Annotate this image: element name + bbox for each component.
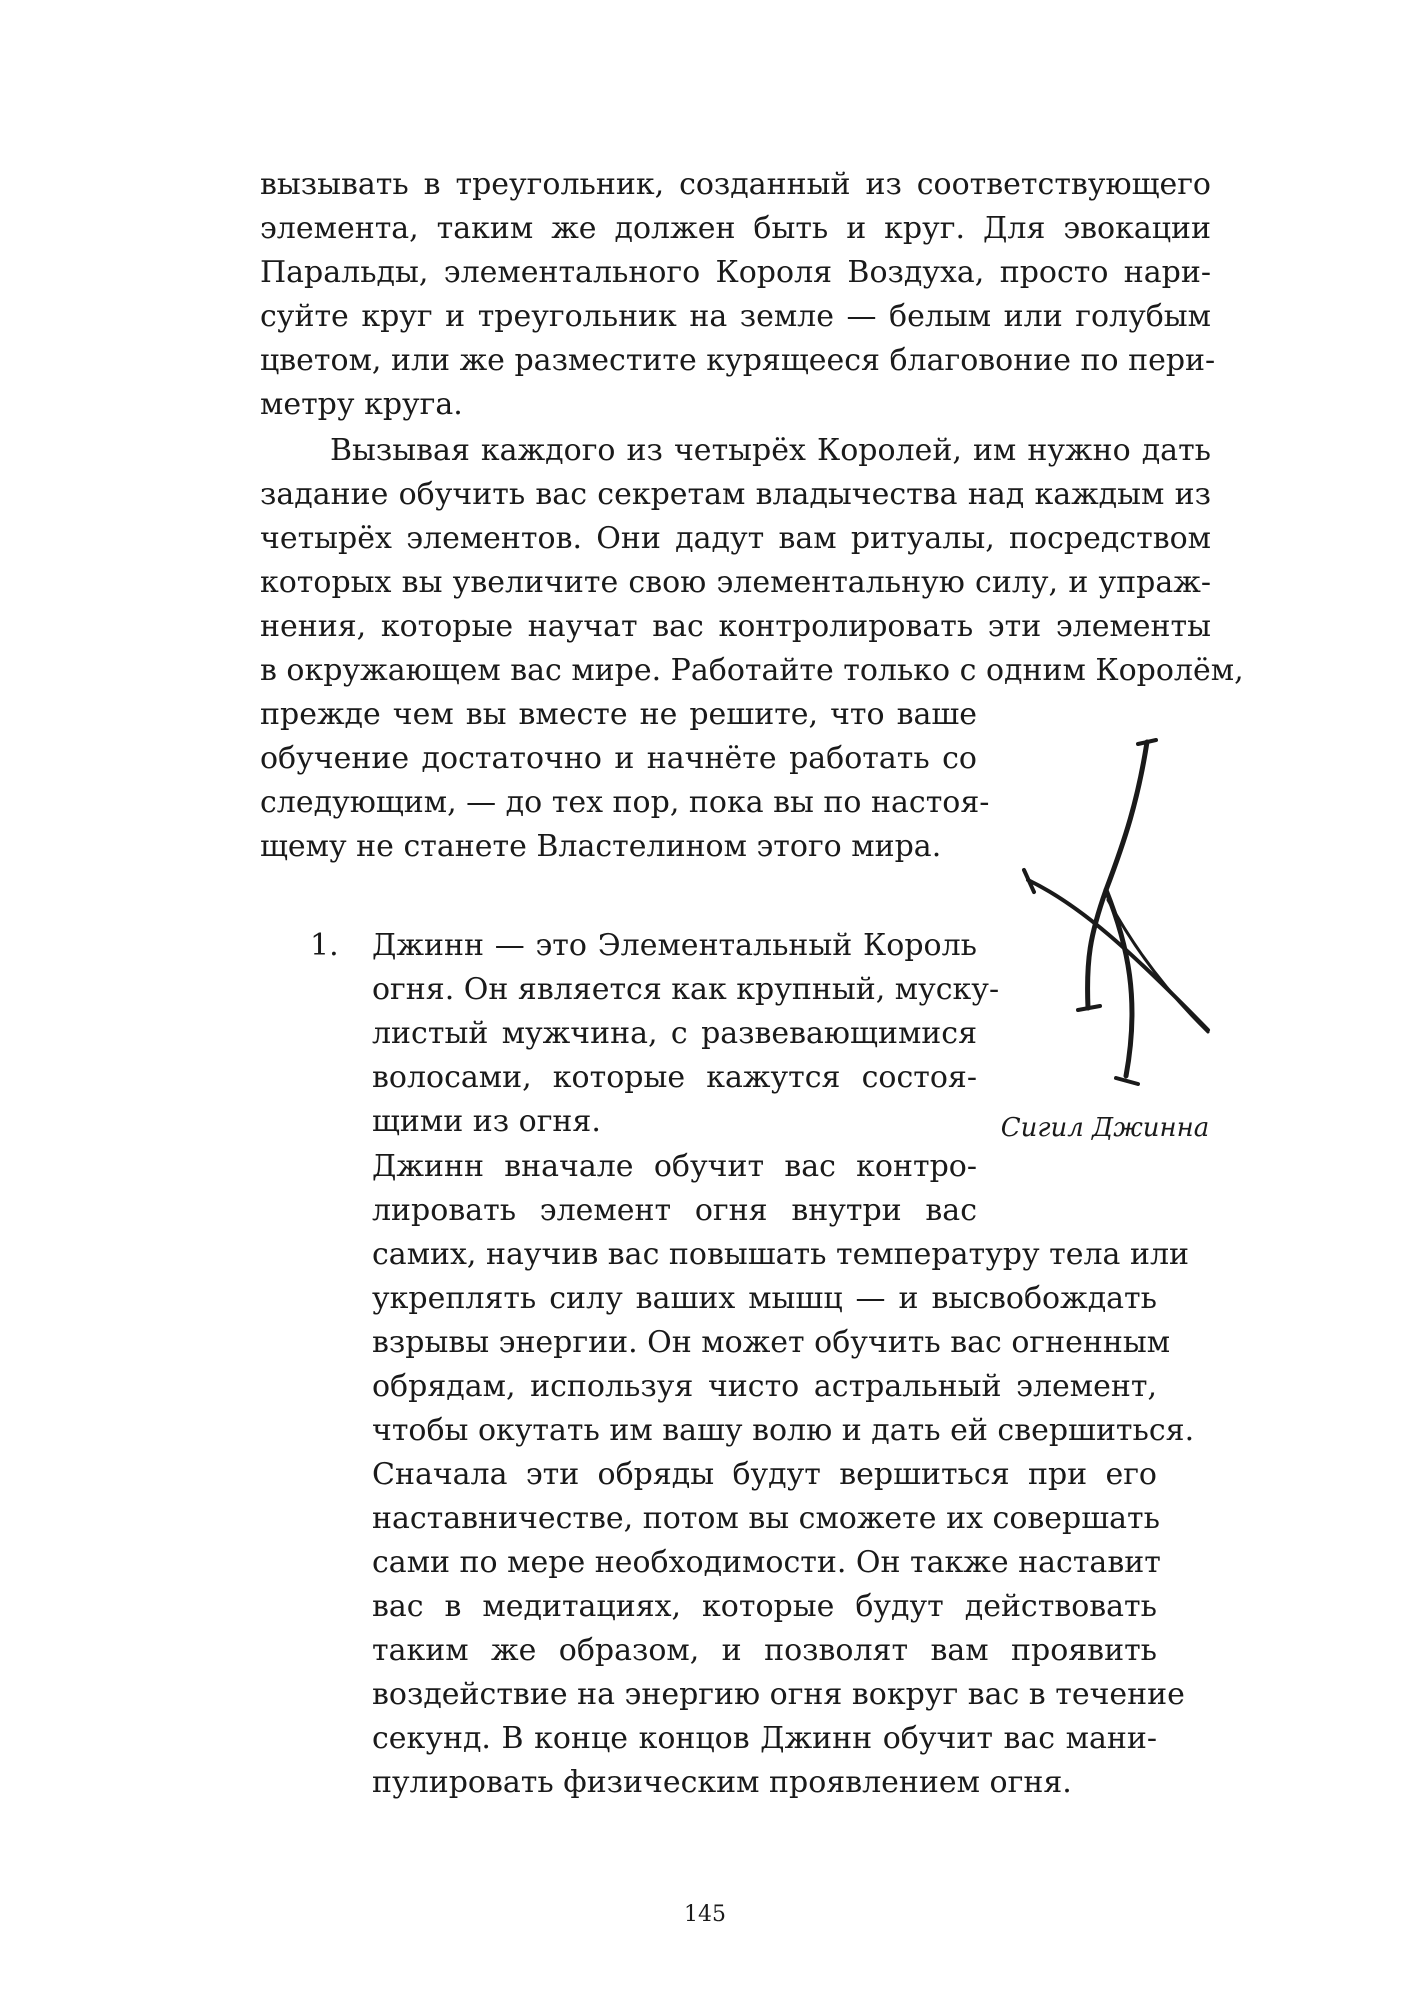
para2-line-7: прежде чем вы вместе не решите, что ваше bbox=[260, 697, 977, 732]
para2-line-2: задание обучить вас секретам владычества над каждым из bbox=[260, 477, 1211, 512]
para2-line-3: четырёх элементов. Они дадут вам ритуалы, посредством bbox=[260, 521, 1211, 556]
list-line-14: наставничестве, потом вы сможете их совершать bbox=[372, 1501, 1160, 1536]
intro-line-4: суйте круг и треугольник на земле — белым или голубым bbox=[260, 299, 1211, 334]
list-line-18: воздействие на энергию огня вокруг вас в течение bbox=[372, 1677, 1185, 1712]
intro-line-6: метру круга. bbox=[260, 387, 463, 422]
para2-line-1: Вызывая каждого из четырёх Королей, им нужно дать bbox=[330, 433, 1211, 468]
list-line-9: укреплять силу ваших мышц — и высвобождать bbox=[372, 1281, 1157, 1316]
list-line-3: листый мужчина, с развевающимися bbox=[372, 1016, 977, 1051]
list-line-6: Джинн вначале обучит вас контро- bbox=[372, 1149, 977, 1184]
figure-caption: Сигил Джинна bbox=[1000, 1113, 1210, 1143]
list-line-13: Сначала эти обряды будут вершиться при его bbox=[372, 1457, 1157, 1492]
list-line-2: огня. Он является как крупный, муску- bbox=[372, 972, 1000, 1007]
para2-line-8: обучение достаточно и начнёте работать со bbox=[260, 741, 977, 776]
para2-line-10: щему не станете Властелином этого мира. bbox=[260, 829, 942, 864]
list-line-15: сами по мере необходимости. Он также наставит bbox=[372, 1545, 1161, 1580]
page-number: 145 bbox=[684, 1902, 726, 1927]
list-line-4: волосами, которые кажутся состоя- bbox=[372, 1060, 977, 1095]
list-line-5: щими из огня. bbox=[372, 1104, 601, 1139]
list-line-19: секунд. В конце концов Джинн обучит вас мани- bbox=[372, 1721, 1157, 1756]
list-line-16: вас в медитациях, которые будут действовать bbox=[372, 1589, 1157, 1624]
list-line-12: чтобы окутать им вашу волю и дать ей свершиться. bbox=[372, 1413, 1195, 1448]
list-line-7: лировать элемент огня внутри вас bbox=[372, 1193, 977, 1228]
para2-line-4: которых вы увеличите свою элементальную силу, и упраж- bbox=[260, 565, 1211, 600]
intro-line-3: Паральды, элементального Короля Воздуха, просто нари- bbox=[260, 255, 1211, 290]
intro-line-2: элемента, таким же должен быть и круг. Для эвокации bbox=[260, 211, 1211, 246]
para2-line-6: в окружающем вас мире. Работайте только с одним Королём, bbox=[260, 653, 1244, 688]
list-item-marker: 1. bbox=[310, 928, 339, 963]
list-line-8: самих, научив вас повышать температуру тела или bbox=[372, 1237, 1190, 1272]
para2-line-9: следующим, — до тех пор, пока вы по настоя- bbox=[260, 785, 990, 820]
intro-line-1: вызывать в треугольник, созданный из соответствующего bbox=[260, 167, 1211, 202]
list-line-1: Джинн — это Элементальный Король bbox=[372, 928, 977, 963]
list-line-11: обрядам, используя чисто астральный элемент, bbox=[372, 1369, 1157, 1404]
intro-line-5: цветом, или же разместите курящееся благовоние по пери- bbox=[260, 343, 1216, 378]
list-line-20: пулировать физическим проявлением огня. bbox=[372, 1765, 1072, 1800]
list-line-10: взрывы энергии. Он может обучить вас огненным bbox=[372, 1325, 1171, 1360]
para2-line-5: нения, которые научат вас контролировать эти элементы bbox=[260, 609, 1211, 644]
list-line-17: таким же образом, и позволят вам проявить bbox=[372, 1633, 1157, 1668]
djinn-sigil-icon bbox=[1010, 730, 1240, 1090]
